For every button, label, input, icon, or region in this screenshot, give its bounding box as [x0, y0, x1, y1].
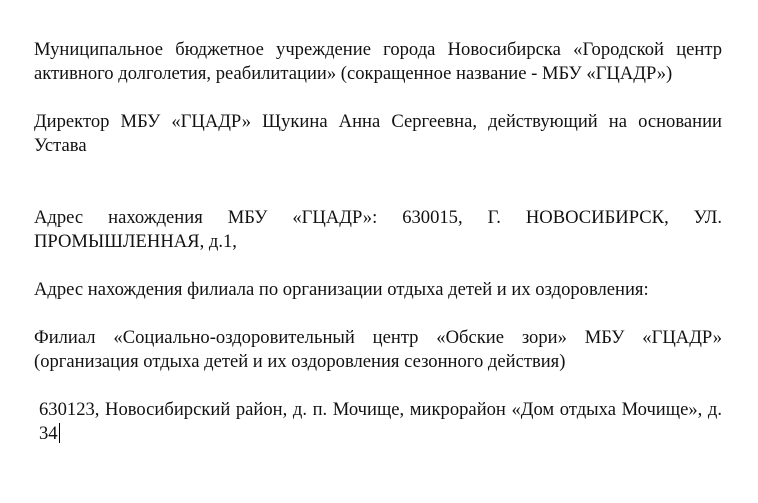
text-cursor [59, 423, 60, 443]
branch-address-heading: Адрес нахождения филиала по организации отдыха детей и их оздоровления: [34, 279, 649, 300]
document-body[interactable] [34, 38, 722, 470]
branch-name-paragraph: Филиал «Социально-оздоровительный центр «Обские зори» МБУ «ГЦАДР» (организация отдыха детей и их оздоровления сезонного действия) [34, 327, 722, 372]
branch-location-text: 630123, Новосибирский район, д. п. Мочище, микрорайон «Дом отдыха Мочище», д. 34 [39, 399, 722, 444]
branch-location-paragraph [34, 398, 722, 446]
organization-name-paragraph: Муниципальное бюджетное учреждение города Новосибирска «Городской центр активного долголетия, реабилитации» (сокращенное название - МБУ «ГЦАДР») [34, 39, 722, 84]
director-paragraph: Директор МБУ «ГЦАДР» Щукина Анна Сергеевна, действующий на основании Устава [34, 111, 722, 156]
address-paragraph: Адрес нахождения МБУ «ГЦАДР»: 630015, Г. НОВОСИБИРСК, УЛ. ПРОМЫШЛЕННАЯ, д.1, [34, 207, 722, 252]
